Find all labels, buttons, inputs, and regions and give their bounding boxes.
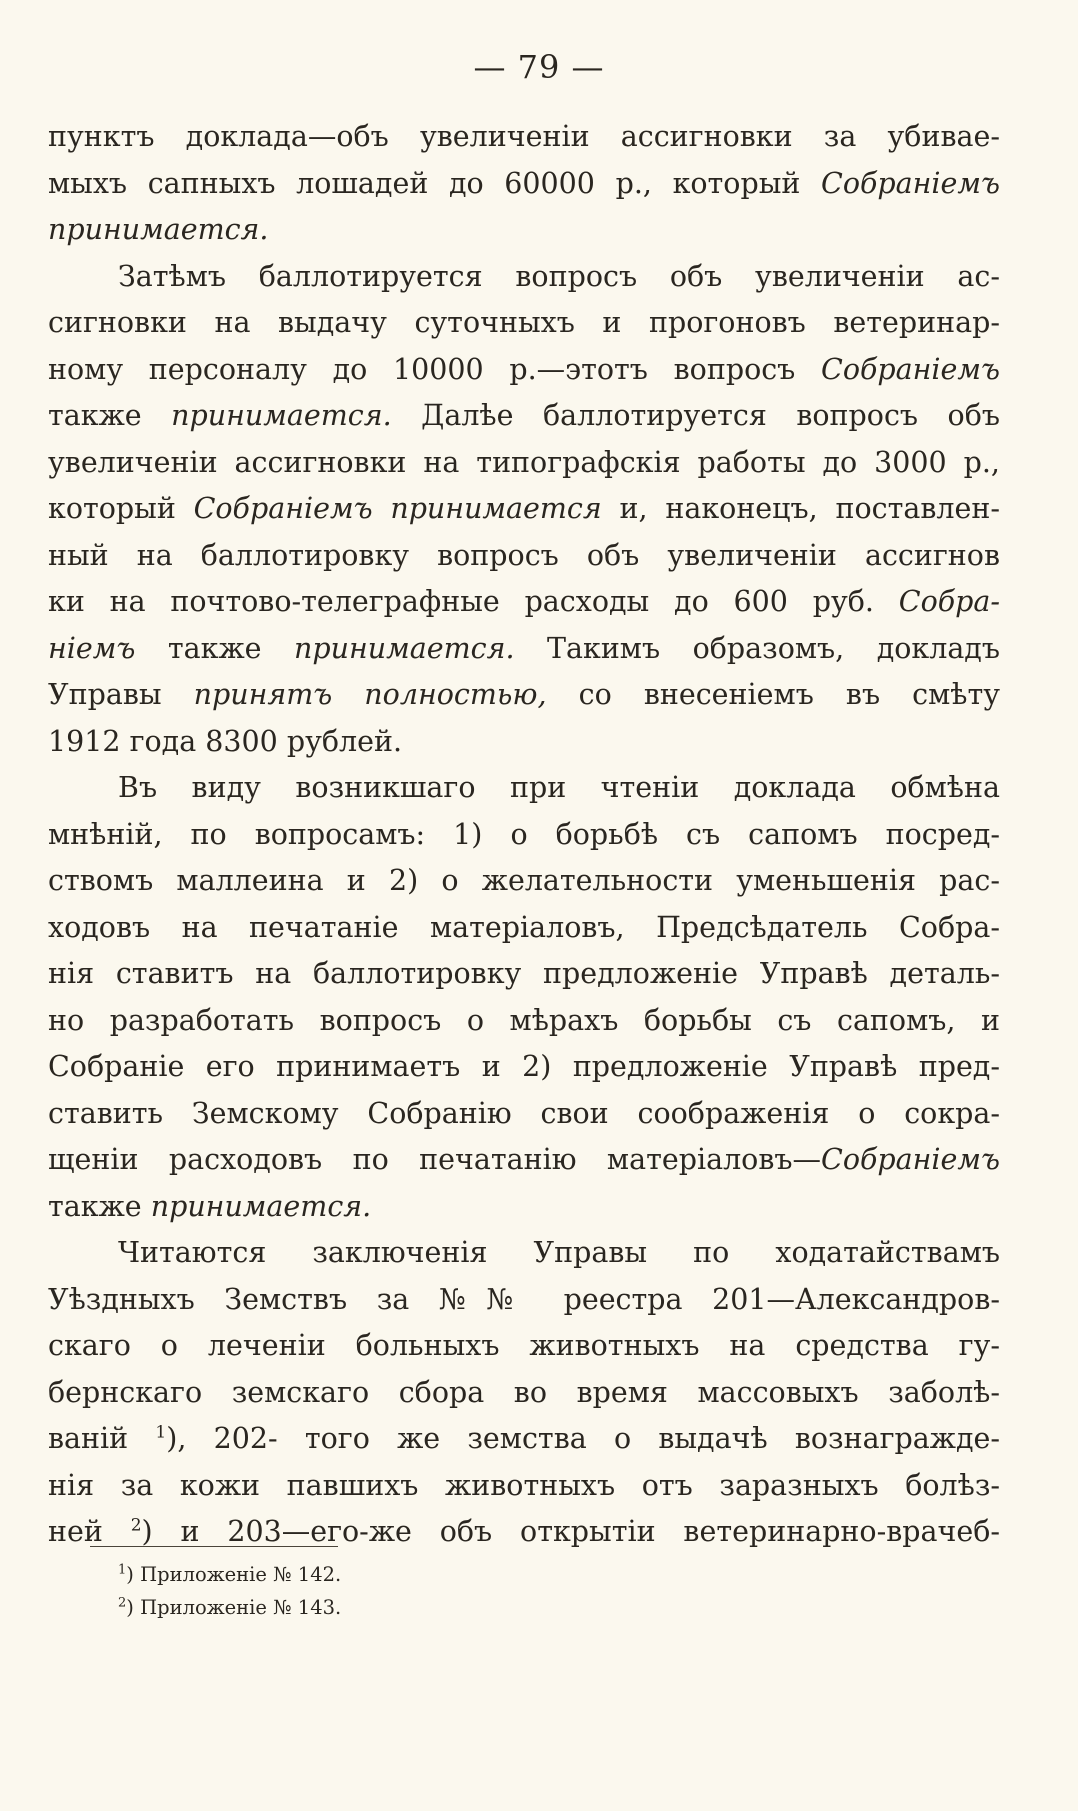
text-line bbox=[48, 1277, 1000, 1324]
text-line bbox=[48, 579, 1000, 626]
text-segment: Въ виду возникшаго при чтенiи доклада обмѣна bbox=[118, 771, 1000, 804]
emphasis-text: нiемъ bbox=[48, 631, 136, 665]
text-segment: ному персоналу до 10000 р.—этотъ вопросъ bbox=[48, 352, 822, 386]
footnotes bbox=[118, 1558, 341, 1624]
text-segment: который bbox=[48, 492, 194, 525]
emphasis-text: Собранiемъ принимается bbox=[193, 492, 602, 525]
text-line bbox=[48, 161, 1000, 208]
text-line bbox=[48, 626, 1000, 673]
text-line bbox=[48, 905, 1000, 952]
text-line bbox=[48, 1370, 1000, 1417]
body-text bbox=[48, 114, 1000, 1556]
text-line bbox=[48, 347, 1000, 394]
text-segment: 1912 года 8300 рублей. bbox=[48, 724, 403, 758]
emphasis-text: принятъ полностью, bbox=[193, 678, 547, 711]
emphasis-text: принимается. bbox=[171, 399, 392, 432]
text-segment: также bbox=[135, 631, 295, 665]
footnote-ref: 2 bbox=[130, 1515, 142, 1536]
text-segment: со внесенiемъ въ смѣту bbox=[546, 678, 1000, 711]
text-line bbox=[48, 114, 1000, 161]
text-line bbox=[48, 486, 1000, 533]
footnote-text: ) Приложенiе № 143. bbox=[126, 1596, 342, 1619]
text-segment: нiя за кожи павшихъ животныхъ отъ заразныхъ болѣз- bbox=[48, 1468, 1000, 1502]
text-segment: Читаются заключенiя Управы по ходатайствамъ bbox=[118, 1236, 1000, 1269]
emphasis-text: Собранiемъ bbox=[821, 166, 1000, 200]
text-line bbox=[48, 812, 1000, 859]
text-segment: пунктъ доклада—объ увеличенiи ассигновки за убивае- bbox=[48, 120, 1000, 153]
text-segment: и, наконецъ, поставлен- bbox=[601, 492, 1000, 525]
text-line bbox=[48, 672, 1000, 719]
text-line bbox=[48, 533, 1000, 580]
footnote bbox=[118, 1591, 341, 1624]
emphasis-text: Собра- bbox=[898, 585, 1000, 618]
text-segment: ствомъ маллеина и 2) о желательности уменьшенiя рас- bbox=[48, 864, 1000, 897]
text-segment: ) и 203—его-же объ открытiи ветеринарно-врачеб- bbox=[141, 1515, 1000, 1548]
footnote-mark: 1 bbox=[118, 1562, 127, 1578]
text-segment: ванiй bbox=[48, 1422, 156, 1455]
text-line bbox=[48, 858, 1000, 905]
footnote-mark: 2 bbox=[118, 1595, 127, 1611]
text-line bbox=[48, 1463, 1000, 1510]
text-segment: Затѣмъ баллотируется вопросъ объ увеличенiи ас- bbox=[118, 259, 1000, 293]
text-segment: Такимъ образомъ, докладъ bbox=[514, 631, 1000, 665]
text-segment: также bbox=[48, 1189, 151, 1223]
text-line bbox=[48, 1416, 1000, 1463]
text-segment: сигновки на выдачу суточныхъ и прогоновъ ветеринар- bbox=[48, 306, 1000, 339]
text-line bbox=[48, 1230, 1000, 1277]
footnote bbox=[118, 1558, 341, 1591]
emphasis-text: Собранiемъ bbox=[821, 352, 1000, 386]
page-number: — 79 — bbox=[473, 48, 605, 86]
text-segment: но разработать вопросъ о мѣрахъ борьбы съ сапомъ, и bbox=[48, 1003, 1000, 1037]
text-line bbox=[48, 207, 1000, 254]
text-segment: скаго о леченiи больныхъ животныхъ на средства гу- bbox=[48, 1329, 1000, 1362]
text-segment: Собранiе его принимаетъ и 2) предложенiе Управѣ пред- bbox=[48, 1050, 1000, 1083]
text-line bbox=[48, 1509, 1000, 1556]
text-segment: увеличенiи ассигновки на типографскiя работы до 3000 р., bbox=[48, 445, 1000, 479]
text-segment: щенiи расходовъ по печатанiю матерiаловъ— bbox=[48, 1143, 822, 1176]
text-line bbox=[48, 1091, 1000, 1138]
text-line bbox=[48, 1137, 1000, 1184]
text-segment: ный на баллотировку вопросъ объ увеличенiи ассигнов bbox=[48, 538, 1000, 572]
text-segment: ), 202- того же земства о выдачѣ вознагражде- bbox=[166, 1422, 1001, 1455]
text-segment: Управы bbox=[48, 678, 194, 711]
text-line bbox=[48, 1044, 1000, 1091]
text-segment: нiя ставитъ на баллотировку предложенiе Управѣ деталь- bbox=[48, 957, 1000, 990]
footnote-text: ) Приложенiе № 142. bbox=[126, 1563, 342, 1586]
emphasis-text: принимается. bbox=[150, 1189, 372, 1223]
text-segment: мыхъ сапныхъ лошадей до 60000 р., который bbox=[48, 166, 822, 200]
text-segment: ки на почтово-телеграфные расходы до 600 руб. bbox=[48, 585, 899, 618]
text-line bbox=[48, 300, 1000, 347]
footnote-ref: 1 bbox=[155, 1422, 167, 1443]
text-segment: также bbox=[48, 399, 172, 432]
text-line bbox=[48, 951, 1000, 998]
text-line bbox=[48, 1323, 1000, 1370]
text-segment: ставить Земскому Собранiю свои соображенiя о сокра- bbox=[48, 1096, 1000, 1130]
emphasis-text: принимается. bbox=[294, 631, 515, 665]
text-segment: Далѣе баллотируется вопросъ объ bbox=[391, 399, 1000, 432]
text-segment: мнѣнiй, по вопросамъ: 1) о борьбѣ съ сапомъ посред- bbox=[48, 817, 1000, 851]
text-segment: ней bbox=[48, 1515, 131, 1548]
emphasis-text: принимается. bbox=[48, 213, 269, 246]
text-segment: бернскаго земскаго сбора во время массовыхъ заболѣ- bbox=[48, 1375, 1000, 1409]
text-line bbox=[48, 393, 1000, 440]
text-line bbox=[48, 998, 1000, 1045]
text-line bbox=[48, 765, 1000, 812]
text-segment: ходовъ на печатанiе матерiаловъ, Предсѣдатель Собра- bbox=[48, 910, 1000, 944]
text-line bbox=[48, 719, 1000, 766]
text-segment: Уѣздныхъ Земствъ за №№ реестра 201—Александров- bbox=[48, 1282, 1000, 1316]
text-line bbox=[48, 254, 1000, 301]
text-line bbox=[48, 1184, 1000, 1231]
text-line bbox=[48, 440, 1000, 487]
footnote-rule bbox=[90, 1546, 338, 1547]
emphasis-text: Собранiемъ bbox=[821, 1143, 1000, 1176]
